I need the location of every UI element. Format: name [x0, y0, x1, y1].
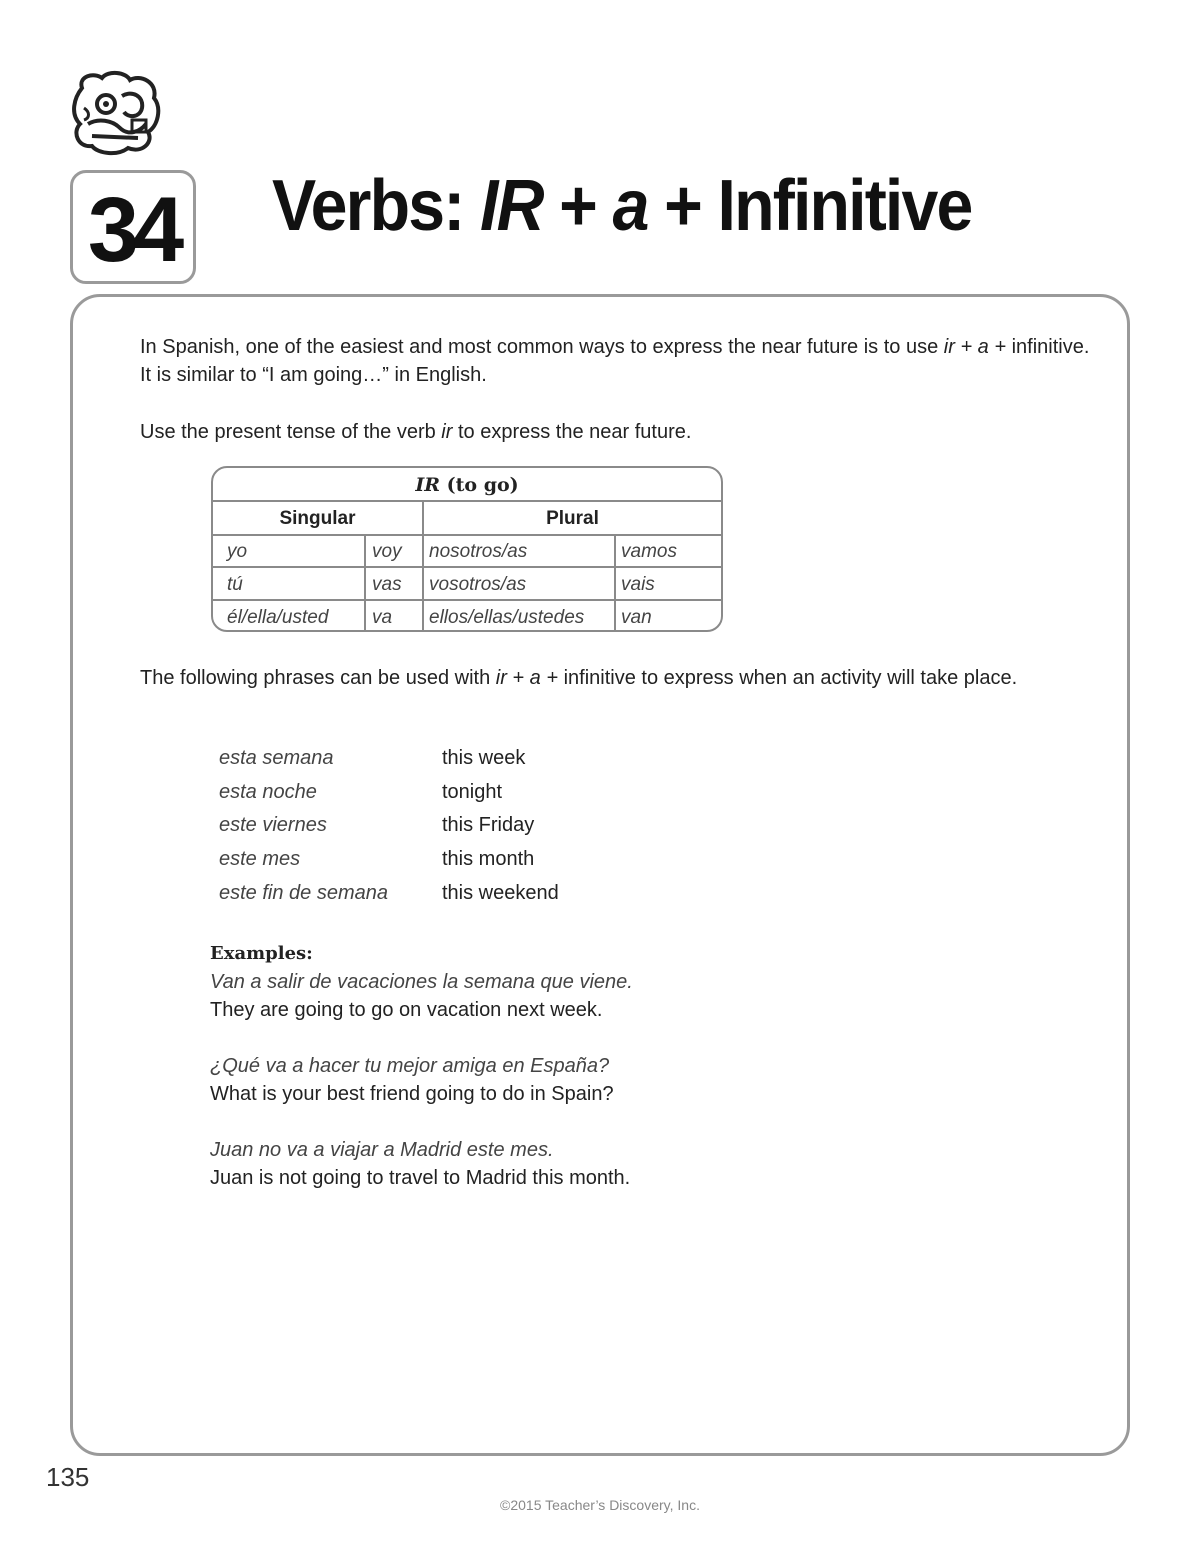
phrase-spanish: esta semana: [219, 747, 334, 769]
table-cell: van: [621, 607, 652, 628]
title-ir: IR: [480, 166, 543, 246]
table-cell: yo: [227, 541, 248, 562]
page-title: [272, 165, 971, 247]
table-cell: va: [372, 607, 393, 628]
phrase-english: this Friday: [442, 814, 535, 837]
table-divider: [213, 500, 721, 502]
intro-text: infinitive. It is similar to “I am going…” in English.: [140, 336, 1090, 386]
table-title-verb: IR: [415, 474, 441, 496]
phrase-english: this month: [442, 848, 535, 871]
table-cell: voy: [372, 541, 402, 562]
mayan-glyph-logo: [68, 68, 164, 158]
table-cell: vamos: [621, 541, 677, 562]
title-infinitive: + Infinitive: [647, 166, 972, 246]
phrase-spanish: este mes: [219, 848, 301, 871]
table-divider: [422, 500, 424, 632]
chapter-number-box: [70, 170, 196, 284]
example-english: Juan is not going to travel to Madrid this month.: [210, 1167, 631, 1189]
copyright-notice: ©2015 Teacher’s Discovery, Inc.: [500, 1497, 700, 1513]
phrase-english: this weekend: [442, 881, 559, 904]
page-number: 135: [46, 1462, 90, 1492]
example-spanish: Van a salir de vacaciones la semana que viene.: [210, 971, 633, 993]
phrases-intro-text: The following phrases can be used with: [140, 667, 496, 689]
examples-label: Examples:: [210, 943, 313, 964]
phrase-spanish: este viernes: [219, 814, 327, 837]
table-title-gloss: (to go): [440, 474, 519, 496]
intro-paragraph-2: [140, 418, 1100, 446]
examples-section: [210, 940, 633, 1192]
title-prefix: Verbs:: [272, 166, 481, 246]
conjugation-table: [211, 466, 723, 632]
example-english: What is your best friend going to do in Spain?: [210, 1083, 614, 1105]
conjugation-table-title: [213, 468, 721, 500]
table-divider: [614, 534, 616, 632]
singular-header: Singular: [279, 508, 356, 529]
chapter-number: 34: [87, 179, 179, 281]
title-a: a: [612, 166, 648, 246]
table-cell: ellos/ellas/ustedes: [429, 607, 585, 628]
phrases-intro: [140, 664, 1100, 692]
table-cell: vosotros/as: [429, 574, 527, 595]
table-divider: [364, 534, 366, 632]
table-cell: él/ella/usted: [227, 607, 329, 628]
example-english: They are going to go on vacation next week.: [210, 999, 603, 1021]
example-spanish: Juan no va a viajar a Madrid este mes.: [210, 1139, 554, 1161]
phrase-english: this week: [442, 747, 526, 769]
table-cell: vais: [621, 574, 655, 595]
table-cell: tú: [227, 574, 243, 595]
phrases-intro-text: infinitive to express when an activity will take place.: [558, 667, 1018, 689]
phrase-spanish: esta noche: [219, 780, 317, 803]
title-plus: +: [542, 166, 613, 246]
intro-paragraph-1: [140, 333, 1100, 389]
intro-em: ir: [441, 421, 453, 443]
table-cell: nosotros/as: [429, 541, 528, 562]
intro-text: Use the present tense of the verb: [140, 421, 442, 443]
phrase-english: tonight: [442, 780, 503, 803]
intro-text: In Spanish, one of the easiest and most common ways to express the near future is to use: [140, 336, 944, 358]
example-spanish: ¿Qué va a hacer tu mejor amiga en España?: [210, 1055, 610, 1077]
intro-text: to express the near future.: [452, 421, 692, 443]
phrases-intro-em: ir + a +: [495, 667, 559, 689]
intro-em: ir + a +: [943, 336, 1007, 358]
table-cell: vas: [372, 574, 402, 595]
plural-header: Plural: [546, 508, 599, 529]
phrase-spanish: este fin de semana: [219, 881, 388, 904]
